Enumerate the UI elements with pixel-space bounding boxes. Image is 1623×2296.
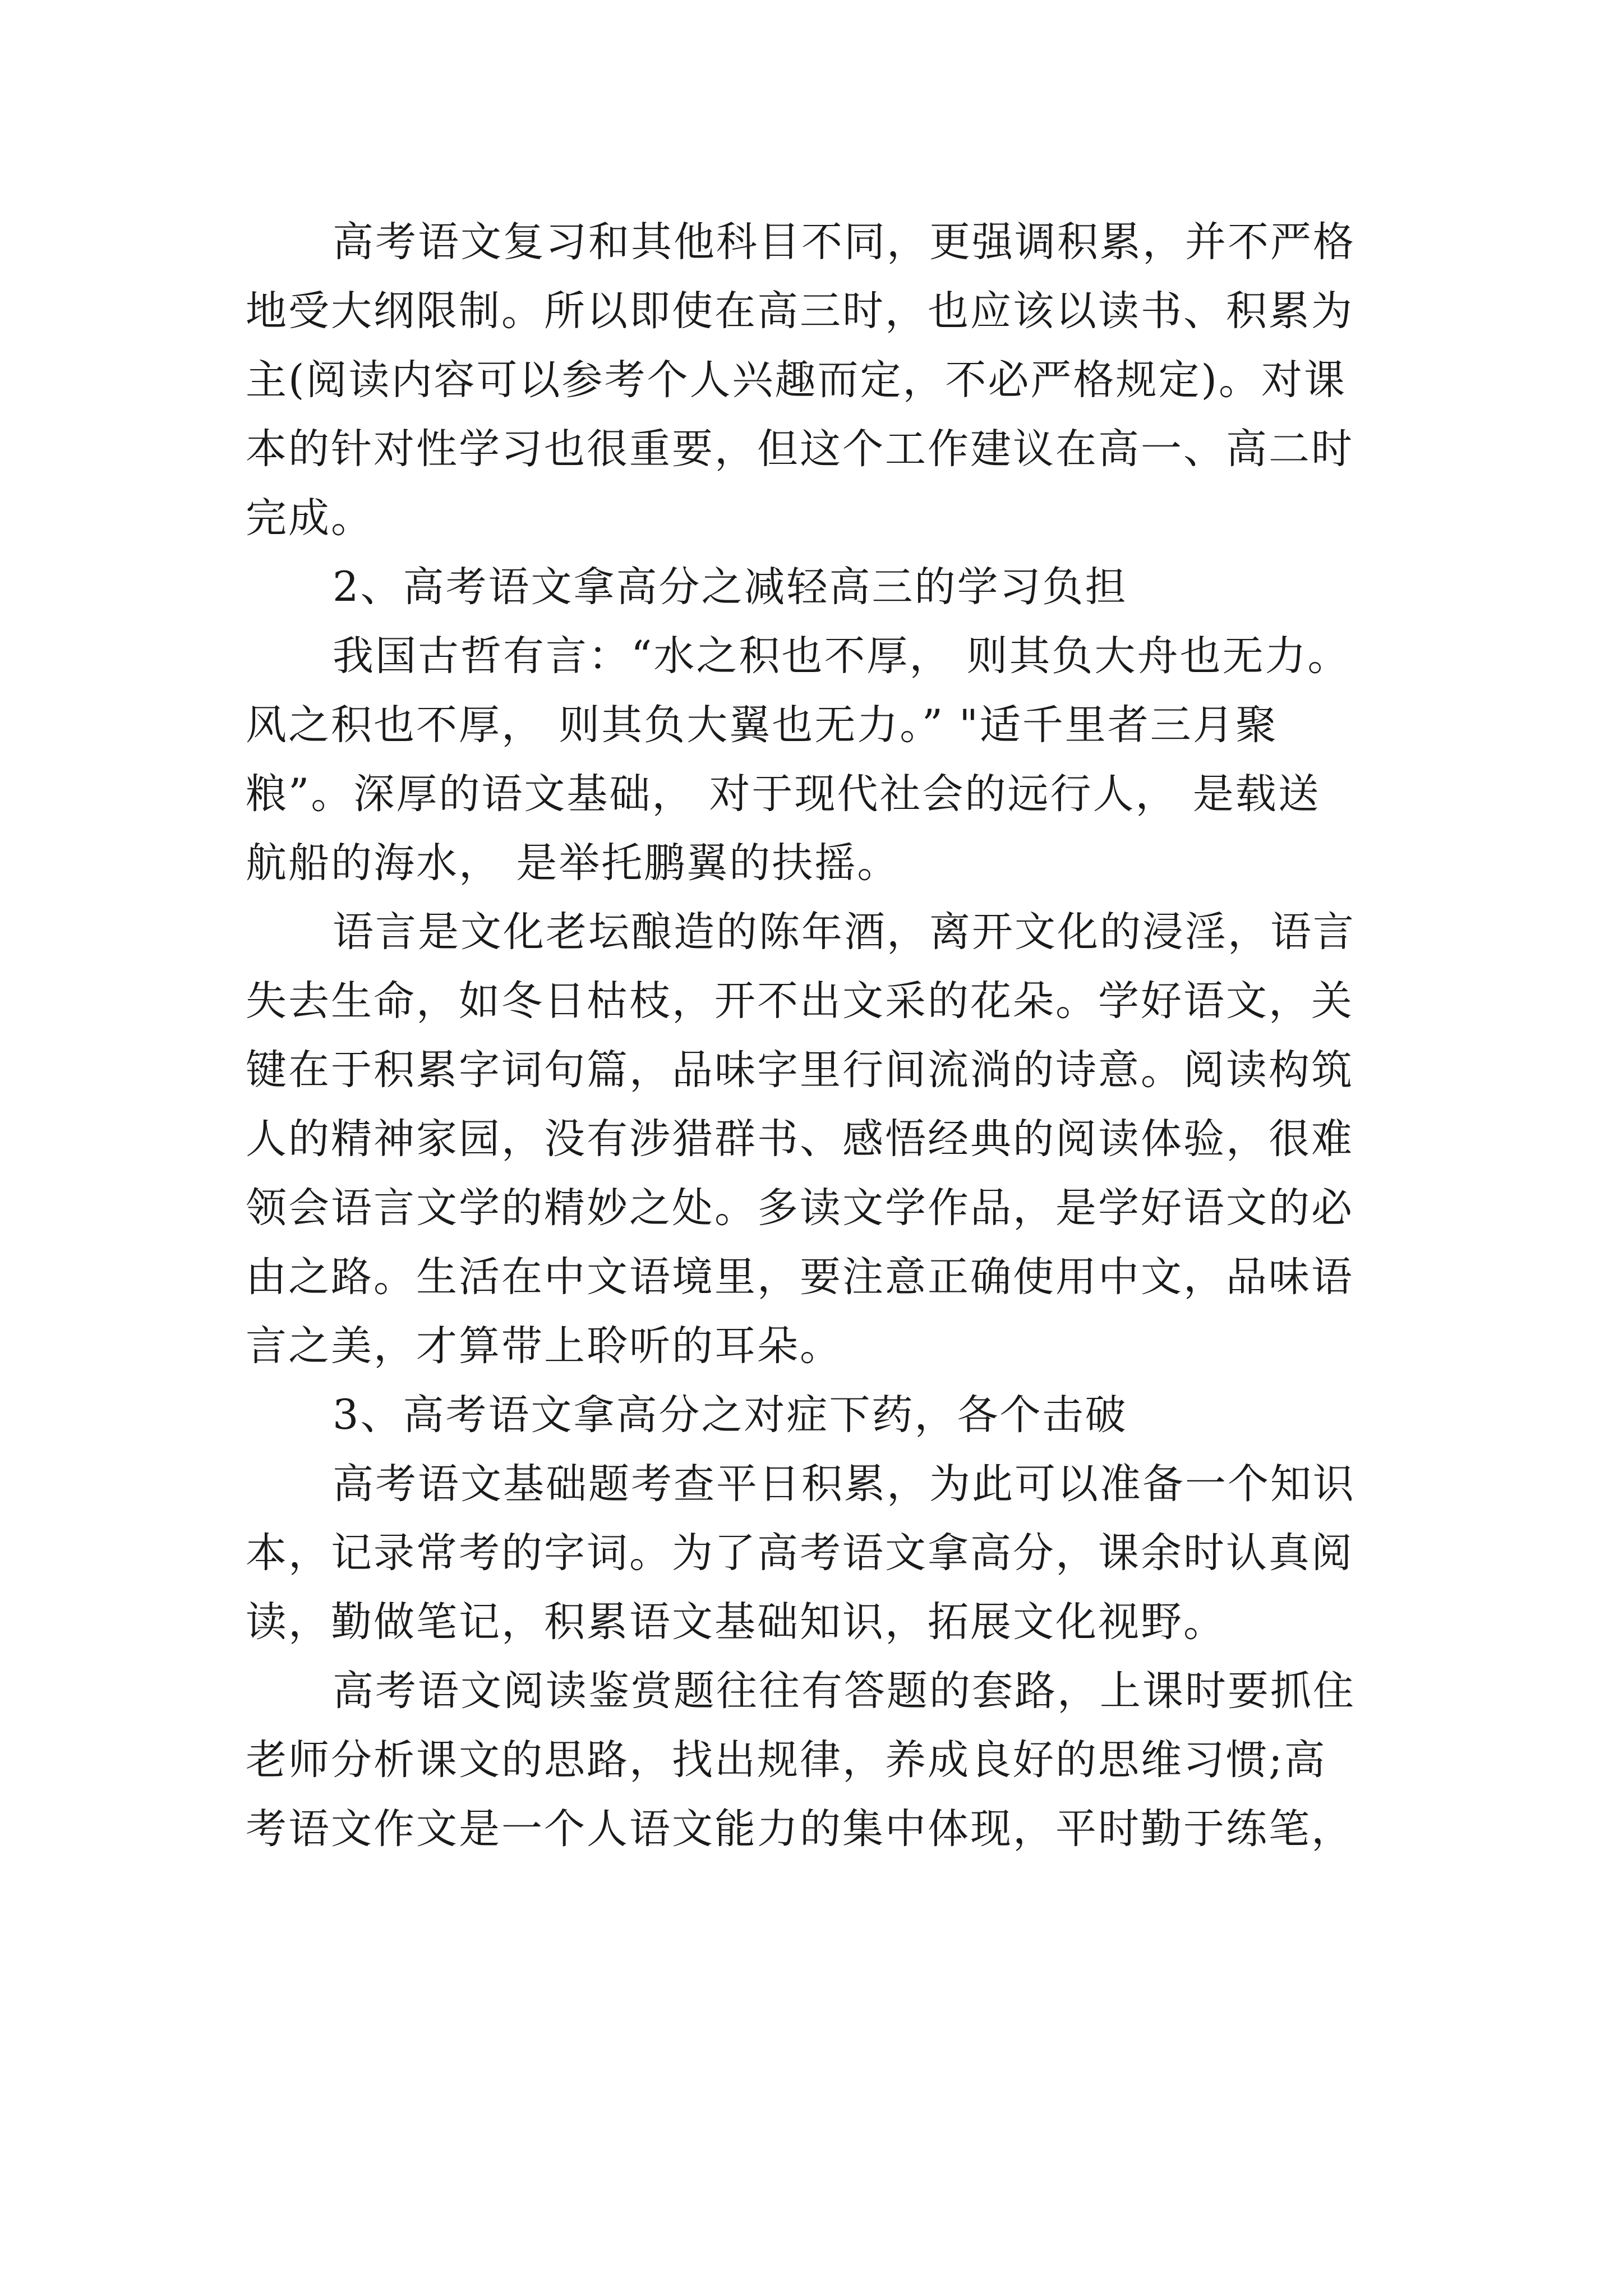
text-line: 领会语言文学的精妙之处。多读文学作品，是学好语文的必 (246, 1184, 1354, 1232)
text-line: 由之路。生活在中文语境里，要注意正确使用中文，品味语 (246, 1253, 1354, 1301)
text-line: 语言是文化老坛酿造的陈年酒，离开文化的浸淫，语言 (333, 908, 1355, 956)
section-heading-2 (246, 553, 1390, 622)
text-line: 地受大纲限制。所以即使在高三时，也应该以读书、积累为 (246, 287, 1354, 335)
text-line: 风之积也不厚， 则其负大翼也无力。” "适千里者三月聚 (246, 701, 1278, 749)
text-line: 高考语文阅读鉴赏题往往有答题的套路，上课时要抓住 (333, 1667, 1355, 1715)
text-line: 言之美，才算带上聆听的耳朵。 (246, 1322, 842, 1370)
text-line: 高考语文复习和其他科目不同，更强调积累，并不严格 (333, 218, 1355, 266)
text-line: 失去生命，如冬日枯枝，开不出文采的花朵。学好语文，关 (246, 977, 1354, 1025)
paragraph-reading (246, 1657, 1390, 1864)
text-line: 完成。 (246, 494, 374, 542)
paragraph-language (246, 898, 1390, 1381)
text-line: 键在于积累字词句篇，品味字里行间流淌的诗意。阅读构筑 (246, 1046, 1354, 1094)
paragraph-quote (246, 622, 1390, 898)
text-line: 考语文作文是一个人语文能力的集中体现，平时勤于练笔， (246, 1805, 1354, 1853)
paragraph-basics (246, 1450, 1390, 1657)
text-line: 我国古哲有言：“水之积也不厚， 则其负大舟也无力。 (333, 632, 1350, 680)
text-line: 本，记录常考的字词。为了高考语文拿高分，课余时认真阅 (246, 1529, 1354, 1577)
section-heading-3 (246, 1381, 1390, 1450)
paragraph-intro (246, 208, 1390, 553)
document-body (246, 208, 1390, 1864)
text-line: 人的精神家园，没有涉猎群书、感悟经典的阅读体验，很难 (246, 1115, 1354, 1163)
text-line: 航船的海水， 是举托鹏翼的扶摇。 (246, 839, 900, 887)
heading-line: 3、高考语文拿高分之对症下药，各个击破 (333, 1391, 1128, 1439)
heading-line: 2、高考语文拿高分之减轻高三的学习负担 (333, 563, 1128, 611)
text-line: 主(阅读内容可以参考个人兴趣而定，不必严格规定)。对课 (246, 356, 1347, 404)
text-line: 本的针对性学习也很重要，但这个工作建议在高一、高二时 (246, 425, 1354, 473)
text-line: 高考语文基础题考查平日积累，为此可以准备一个知识 (333, 1460, 1355, 1508)
text-line: 粮”。深厚的语文基础， 对于现代社会的远行人， 是载送 (246, 770, 1321, 818)
text-line: 读，勤做笔记，积累语文基础知识，拓展文化视野。 (246, 1598, 1226, 1646)
text-line: 老师分析课文的思路，找出规律，养成良好的思维习惯;高 (246, 1736, 1327, 1784)
